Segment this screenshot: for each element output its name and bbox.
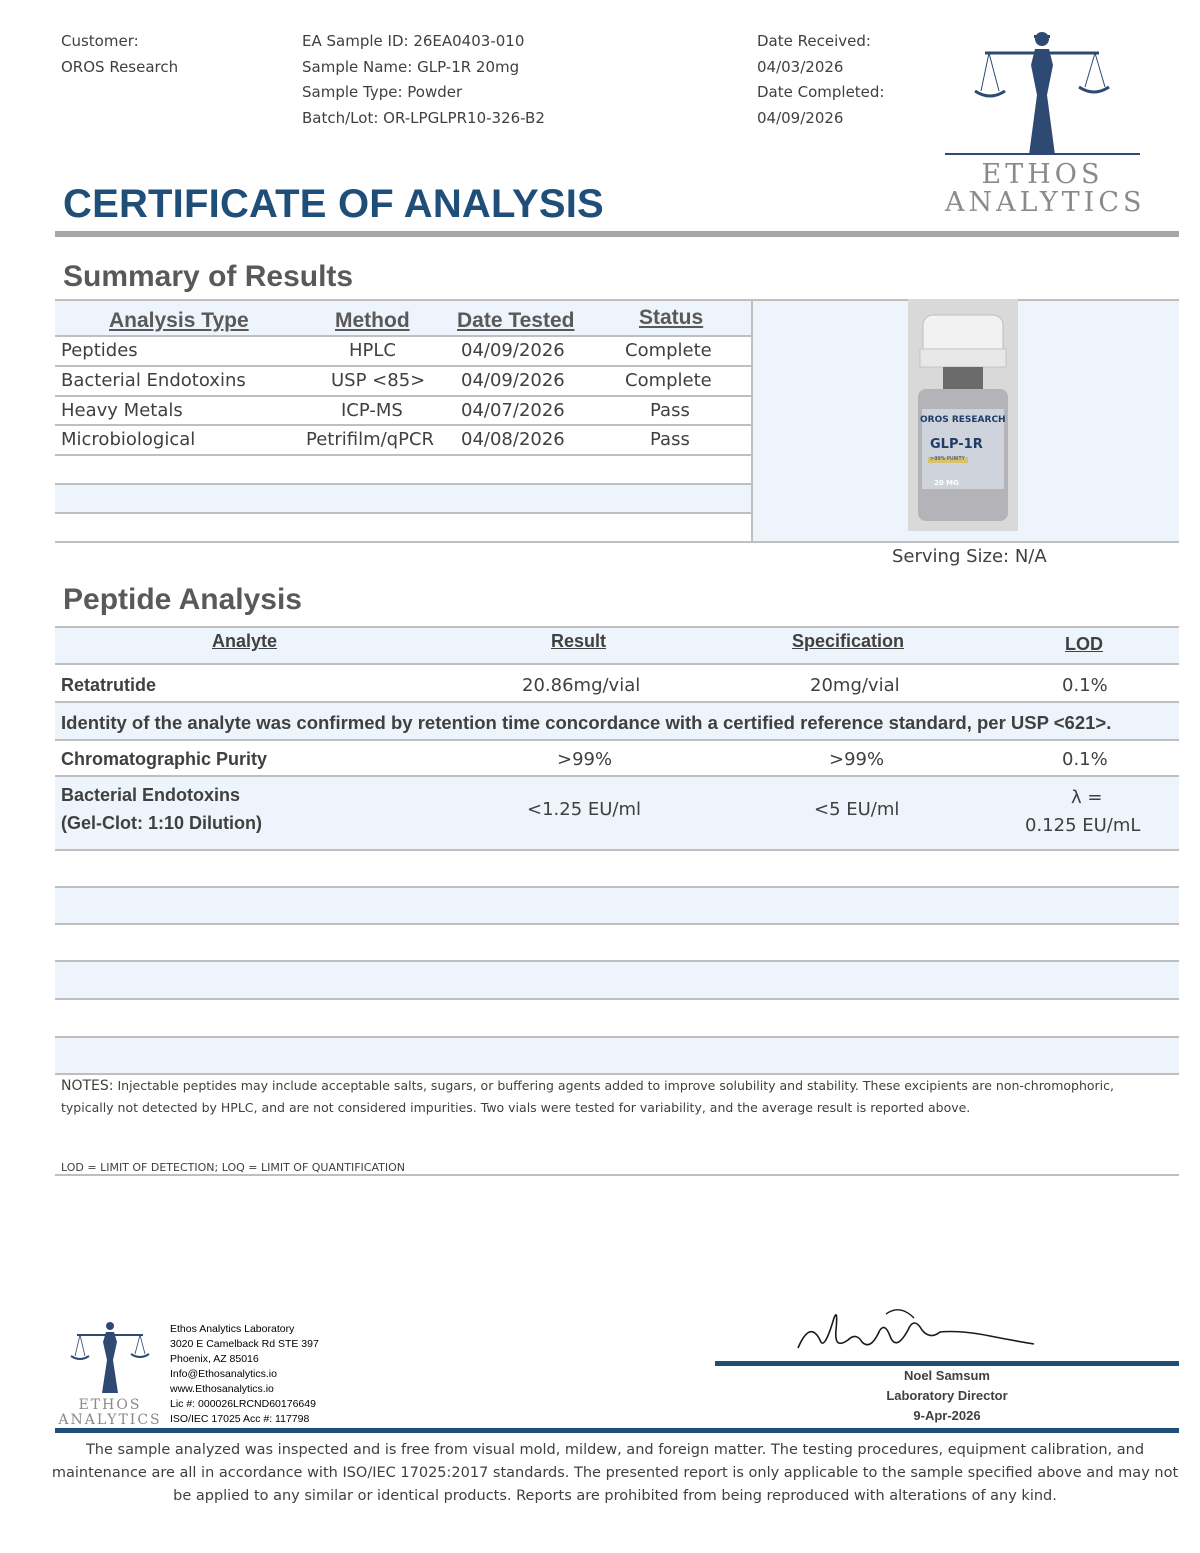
method: USP <85> [331,370,426,391]
table-row [55,367,752,397]
summary-heading: Summary of Results [63,260,354,293]
analyte-spec: >99% [829,749,885,770]
table-row [55,888,1179,925]
disclaimer-line-3: be applied to any similar or identical products. Reports are prohibited from being reproduced with alterations of any kind. [173,1488,1057,1504]
analyte-result: >99% [557,749,613,770]
signature-image [790,1300,1040,1360]
table-row [55,1038,1179,1075]
method: HPLC [349,340,396,361]
ethos-logo [945,25,1146,225]
footer-logo-ethos: ETHOS [78,1397,142,1413]
identity-note-row [55,703,1179,741]
table-row [55,485,752,514]
identity-note: Identity of the analyte was confirmed by retention time concordance with a certified reference standard, per USP <621>. [61,712,1112,733]
footer-rule [55,1428,1179,1433]
summary-header-row [55,301,752,337]
analyte-lod: 0.125 EU/mL [1025,815,1141,836]
vial-photo [908,299,1018,531]
notes-text-1: Injectable peptides may include acceptable salts, sugars, or buffering agents added to improve solubility and stability. These excipients are non-chromophoric, [113,1078,1114,1093]
analyte-spec: 20mg/vial [810,675,900,696]
analyte-spec: <5 EU/ml [814,799,900,820]
logo-line-analytics: ANALYTICS [945,187,1146,218]
table-row [55,456,752,485]
justice-scales-icon [945,25,1140,165]
lab-contact [170,1322,319,1427]
lod-definition: LOD = LIMIT OF DETECTION; LOQ = LIMIT OF QUANTIFICATION [61,1161,405,1174]
table-row [55,962,1179,1000]
customer-name: OROS Research [61,57,179,76]
date-tested: 04/09/2026 [461,370,565,391]
vial-photo-panel [751,301,1179,543]
analysis-type: Heavy Metals [61,400,183,421]
analyte-method: (Gel-Clot: 1:10 Dilution) [61,813,262,833]
justice-scales-icon [55,1318,165,1398]
lab-license: Lic #: 000026LRCND60176649 [170,1398,316,1410]
disclaimer-line-1: The sample analyzed was inspected and is free from visual mold, mildew, and foreign matter. The testing procedures, equipment calibration, and [85,1442,1145,1458]
notes-rule [55,1174,1179,1176]
title-rule [55,231,1179,237]
vial-purity: >99% PURITY [930,456,965,462]
method: ICP-MS [341,400,403,421]
logo-divider [945,153,1140,155]
analyte-name: Chromatographic Purity [61,749,268,769]
status: Pass [650,400,690,421]
table-row [55,337,752,367]
footer-logo [55,1318,165,1428]
batch-lot: Batch/Lot: OR-LPGLPR10-326-B2 [302,108,545,127]
col-method: Method [335,309,410,332]
analyte-result: 20.86mg/vial [522,675,641,696]
disclaimer-line-2: maintenance are all in accordance with ISO/IEC 17025:2017 standards. The presented report is only applicable to the sample specified above and may not [51,1465,1179,1481]
col-status: Status [639,306,704,329]
table-row [55,426,752,456]
dates-block [757,29,885,131]
disclaimer [30,1439,1200,1508]
signer-block [715,1366,1179,1426]
signer-date: 9-Apr-2026 [913,1408,981,1423]
analyte-lod: 0.1% [1062,675,1108,696]
lab-iso: ISO/IEC 17025 Acc #: 117798 [170,1413,310,1425]
notes [61,1075,1176,1119]
status: Complete [625,370,712,391]
analysis-type: Peptides [61,340,138,361]
vial-product: GLP-1R [930,437,983,452]
notes-label: NOTES: [61,1078,114,1094]
analyte-name: Bacterial Endotoxins [61,785,241,805]
date-completed: 04/09/2026 [757,108,844,127]
table-row [55,1000,1179,1038]
footer-logo-analytics: ANALYTICS [58,1412,162,1428]
col-result: Result [551,631,607,651]
date-received: 04/03/2026 [757,57,844,76]
status: Pass [650,429,690,450]
vial-dose: 20 MG [934,479,959,487]
analyte-name: Retatrutide [61,675,157,695]
lab-name: Ethos Analytics Laboratory [170,1323,295,1335]
analyte-lod-symbol: λ = [1071,787,1103,808]
page-title: CERTIFICATE OF ANALYSIS [63,182,604,226]
col-analysis-type: Analysis Type [109,309,249,332]
logo-line-ethos: ETHOS [981,159,1104,190]
table-row [55,925,1179,962]
lab-address-1: 3020 E Camelback Rd STE 397 [170,1338,319,1350]
date-tested: 04/09/2026 [461,340,565,361]
col-specification: Specification [792,631,905,651]
col-lod: LOD [1065,634,1103,654]
date-received-label: Date Received: [757,32,871,50]
col-date-tested: Date Tested [457,309,575,332]
signer-role: Laboratory Director [886,1388,1008,1403]
date-tested: 04/08/2026 [461,429,565,450]
customer-label: Customer: [61,32,139,50]
sample-id: EA Sample ID: 26EA0403-010 [302,32,525,50]
customer-block [61,29,178,80]
table-row [55,665,1179,703]
date-tested: 04/07/2026 [461,400,565,421]
sample-name: Sample Name: GLP-1R 20mg [302,57,520,76]
peptide-header-row [55,628,1179,665]
sample-block [302,29,545,131]
table-row [55,397,752,426]
analysis-type: Microbiological [61,429,196,450]
serving-size: Serving Size: N/A [892,546,1047,567]
peptide-heading: Peptide Analysis [63,583,302,616]
method: Petrifilm/qPCR [306,429,435,450]
sample-type: Sample Type: Powder [302,83,463,101]
table-row [55,514,752,543]
lab-website: www.Ethosanalytics.io [170,1383,274,1395]
analyte-result: <1.25 EU/ml [527,799,642,820]
table-row [55,741,1179,777]
table-row [55,851,1179,888]
analysis-type: Bacterial Endotoxins [61,370,246,391]
lab-address-2: Phoenix, AZ 85016 [170,1353,259,1365]
table-row [55,777,1179,851]
status: Complete [625,340,712,361]
vial-brand: OROS RESEARCH [920,415,1006,425]
notes-text-2: typically not detected by HPLC, and are not considered impurities. Two vials were tested for variability, and the average result is reported above. [61,1100,971,1115]
col-analyte: Analyte [212,631,278,651]
date-completed-label: Date Completed: [757,83,885,101]
signer-name: Noel Samsum [904,1368,990,1383]
analyte-lod: 0.1% [1062,749,1108,770]
lab-email: Info@Ethosanalytics.io [170,1368,277,1380]
